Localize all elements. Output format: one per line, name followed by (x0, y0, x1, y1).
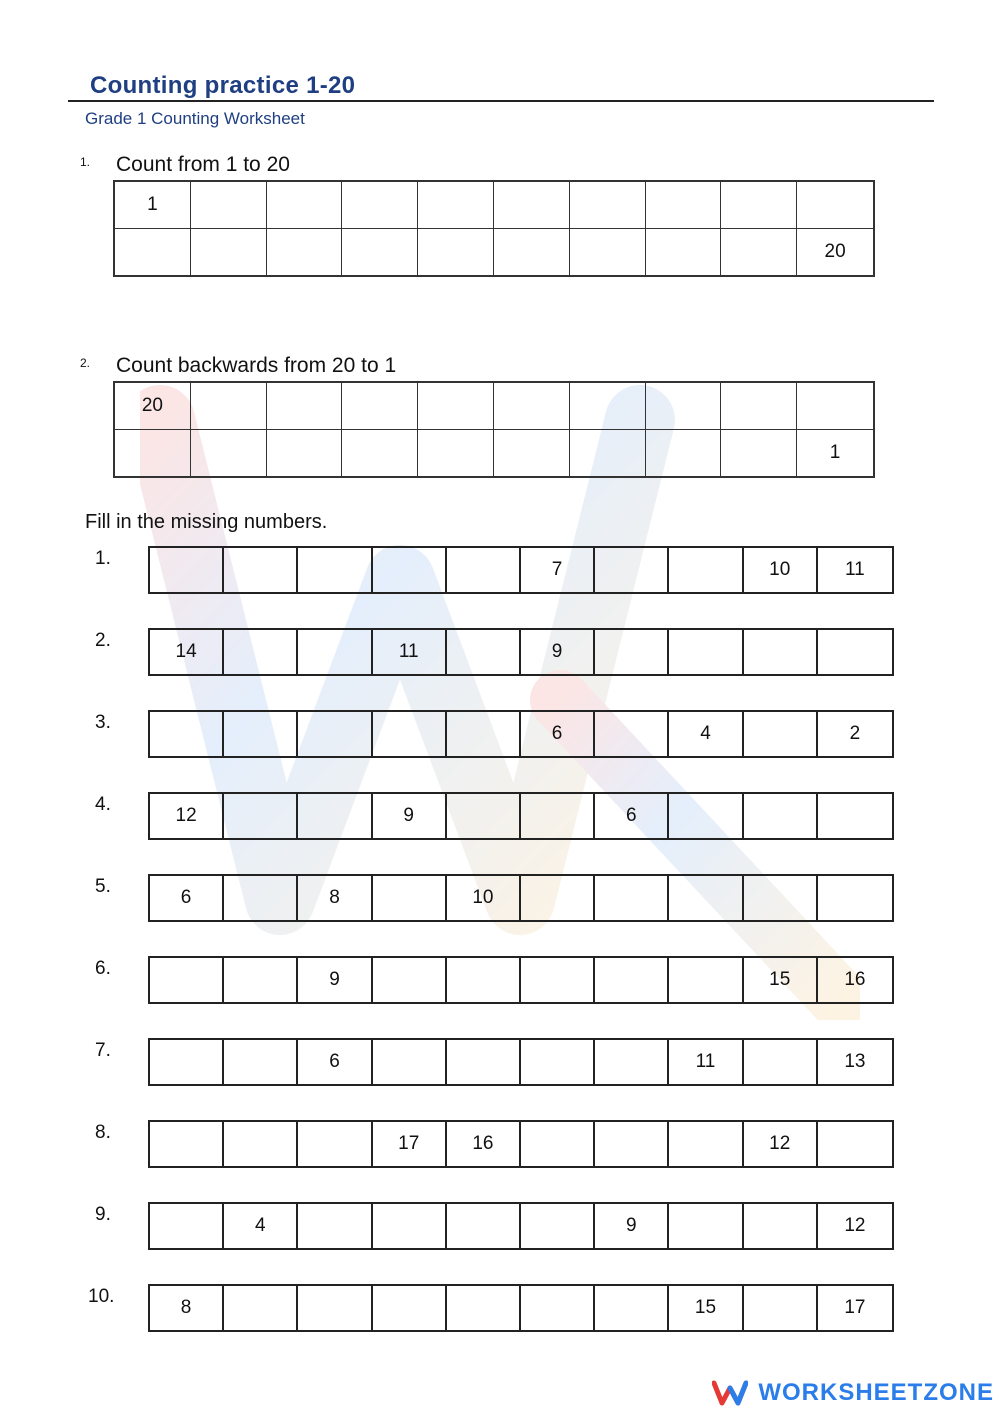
number-box[interactable] (373, 876, 447, 920)
number-sequence-row (148, 1202, 894, 1250)
grid-cell[interactable] (418, 383, 494, 430)
number-box[interactable] (521, 1204, 595, 1248)
count-backward-grid (113, 381, 875, 478)
number-box[interactable] (150, 548, 224, 592)
number-box[interactable]: 16 (447, 1122, 521, 1166)
number-box[interactable] (224, 1040, 298, 1084)
number-box[interactable]: 12 (844, 1215, 866, 1236)
row-number-label: 5. (95, 876, 111, 897)
number-box[interactable]: 11 (669, 1040, 743, 1084)
number-box[interactable] (818, 794, 892, 838)
grid-cell[interactable] (494, 182, 570, 229)
number-box[interactable] (373, 1286, 447, 1330)
number-box[interactable]: 2 (849, 723, 861, 744)
row-number-label: 3. (95, 712, 111, 733)
number-sequence-row (148, 956, 894, 1004)
grid-cell[interactable] (646, 229, 722, 275)
number-box[interactable] (150, 1204, 224, 1248)
grid-cell[interactable] (115, 229, 191, 275)
number-box[interactable] (521, 1122, 595, 1166)
grid-cell[interactable] (570, 229, 646, 275)
grid-cell[interactable] (342, 229, 418, 275)
number-box[interactable] (595, 1122, 669, 1166)
grid-cell[interactable] (267, 229, 343, 275)
number-box[interactable] (447, 1040, 521, 1084)
grid-cell[interactable] (418, 430, 494, 476)
grid-cell[interactable] (342, 383, 418, 430)
grid-cell[interactable] (646, 383, 722, 430)
number-box[interactable] (669, 548, 743, 592)
number-box[interactable]: 7 (521, 548, 595, 592)
number-box[interactable] (298, 1286, 372, 1330)
number-box[interactable] (224, 876, 298, 920)
grid-cell[interactable]: 1 (829, 442, 841, 463)
number-box[interactable]: 10 (744, 548, 818, 592)
brand-footer (710, 1379, 994, 1407)
grid-cell[interactable] (267, 383, 343, 430)
number-box[interactable] (595, 630, 669, 674)
number-box[interactable]: 6 (521, 712, 595, 756)
number-box[interactable] (521, 794, 595, 838)
number-box[interactable] (224, 1286, 298, 1330)
number-box[interactable] (818, 1122, 892, 1166)
question-2-text: Count backwards from 20 to 1 (116, 354, 397, 377)
number-box[interactable] (744, 876, 818, 920)
number-box[interactable] (447, 794, 521, 838)
number-box[interactable] (150, 712, 224, 756)
grid-cell[interactable] (191, 430, 267, 476)
fill-missing-heading: Fill in the missing numbers. (85, 511, 328, 533)
grid-cell[interactable] (570, 383, 646, 430)
grid-cell[interactable] (494, 229, 570, 275)
number-box[interactable] (150, 958, 224, 1002)
row-number-label: 9. (95, 1204, 111, 1225)
number-box[interactable] (373, 712, 447, 756)
row-number-label: 6. (95, 958, 111, 979)
number-box[interactable] (150, 1040, 224, 1084)
worksheetzone-w-icon (710, 1379, 750, 1407)
number-box[interactable] (298, 630, 372, 674)
number-box[interactable] (224, 630, 298, 674)
number-box[interactable] (595, 958, 669, 1002)
grid-cell[interactable] (646, 182, 722, 229)
number-box[interactable]: 8 (298, 876, 372, 920)
grid-cell[interactable] (797, 383, 873, 430)
grid-cell[interactable] (721, 430, 797, 476)
number-box[interactable] (447, 1286, 521, 1330)
number-box[interactable] (595, 712, 669, 756)
grid-cell[interactable]: 20 (824, 241, 846, 262)
number-box[interactable] (447, 630, 521, 674)
number-box[interactable]: 14 (150, 630, 224, 674)
number-box[interactable] (595, 1286, 669, 1330)
number-box[interactable] (298, 1122, 372, 1166)
grid-cell[interactable] (267, 182, 343, 229)
number-box[interactable] (150, 1122, 224, 1166)
number-box[interactable]: 9 (521, 630, 595, 674)
grid-cell[interactable] (570, 182, 646, 229)
row-number-label: 7. (95, 1040, 111, 1061)
grid-cell[interactable] (646, 430, 722, 476)
number-box[interactable] (744, 1204, 818, 1248)
number-box[interactable] (224, 958, 298, 1002)
title-divider (68, 100, 934, 102)
grid-cell[interactable] (570, 430, 646, 476)
number-sequence-row (148, 546, 894, 594)
number-box[interactable] (669, 1204, 743, 1248)
number-box[interactable] (744, 712, 818, 756)
grid-cell[interactable] (342, 430, 418, 476)
grid-cell[interactable]: 1 (115, 182, 191, 229)
count-forward-grid (113, 180, 875, 277)
number-box[interactable]: 11 (373, 630, 447, 674)
number-box[interactable] (447, 1204, 521, 1248)
number-box[interactable] (595, 1040, 669, 1084)
grid-cell[interactable]: 20 (115, 383, 191, 430)
number-box[interactable] (224, 1122, 298, 1166)
row-number-label: 10. (88, 1286, 115, 1307)
number-box[interactable] (298, 548, 372, 592)
row-number-label: 1. (95, 548, 111, 569)
number-sequence-row (148, 1284, 894, 1332)
number-sequence-row (148, 1120, 894, 1168)
number-box[interactable]: 13 (844, 1051, 866, 1072)
number-box[interactable] (669, 876, 743, 920)
number-box[interactable]: 9 (595, 1204, 669, 1248)
number-sequence-row (148, 874, 894, 922)
number-box[interactable]: 6 (595, 794, 669, 838)
number-box[interactable] (744, 794, 818, 838)
number-box[interactable] (373, 958, 447, 1002)
brand-name: WORKSHEETZONE (758, 1379, 994, 1406)
grid-cell[interactable] (115, 430, 191, 476)
grid-cell[interactable] (191, 383, 267, 430)
question-2-number: 2. (80, 356, 91, 370)
number-box[interactable] (521, 876, 595, 920)
grid-cell[interactable] (721, 229, 797, 275)
number-box[interactable] (744, 1040, 818, 1084)
question-1-text: Count from 1 to 20 (116, 153, 290, 176)
number-box[interactable] (373, 548, 447, 592)
page-title: Counting practice 1-20 (90, 72, 356, 99)
number-box[interactable] (298, 1204, 372, 1248)
number-box[interactable]: 10 (447, 876, 521, 920)
number-box[interactable] (224, 548, 298, 592)
number-box[interactable] (521, 958, 595, 1002)
page-subtitle: Grade 1 Counting Worksheet (85, 109, 305, 128)
number-box[interactable]: 9 (373, 794, 447, 838)
number-box[interactable] (298, 712, 372, 756)
number-box[interactable] (447, 712, 521, 756)
number-box[interactable] (447, 548, 521, 592)
number-box[interactable] (447, 958, 521, 1002)
row-number-label: 2. (95, 630, 111, 651)
number-box[interactable] (818, 630, 892, 674)
number-box[interactable] (669, 630, 743, 674)
number-sequence-row (148, 710, 894, 758)
number-box[interactable] (595, 548, 669, 592)
number-box[interactable] (669, 1122, 743, 1166)
grid-cell[interactable] (797, 182, 873, 229)
grid-cell[interactable] (191, 229, 267, 275)
number-box[interactable]: 6 (298, 1040, 372, 1084)
number-sequence-row (148, 628, 894, 676)
number-box[interactable]: 16 (844, 969, 866, 990)
number-box[interactable] (521, 1286, 595, 1330)
row-number-label: 4. (95, 794, 111, 815)
number-box[interactable] (595, 876, 669, 920)
number-box[interactable] (521, 1040, 595, 1084)
grid-cell[interactable] (721, 182, 797, 229)
number-box[interactable]: 6 (150, 876, 224, 920)
number-box[interactable] (224, 712, 298, 756)
number-box[interactable]: 4 (669, 712, 743, 756)
grid-cell[interactable] (721, 383, 797, 430)
number-box[interactable]: 11 (845, 559, 865, 580)
number-box[interactable]: 12 (744, 1122, 818, 1166)
number-box[interactable]: 4 (224, 1204, 298, 1248)
number-box[interactable]: 8 (150, 1286, 224, 1330)
number-box[interactable] (669, 794, 743, 838)
number-sequence-row (148, 792, 894, 840)
number-box[interactable]: 9 (298, 958, 372, 1002)
grid-cell[interactable] (418, 182, 494, 229)
grid-cell[interactable] (494, 430, 570, 476)
number-box[interactable]: 17 (844, 1297, 866, 1318)
number-sequence-row (148, 1038, 894, 1086)
number-box[interactable] (669, 958, 743, 1002)
grid-cell[interactable] (191, 182, 267, 229)
number-box[interactable] (298, 794, 372, 838)
number-box[interactable]: 17 (373, 1122, 447, 1166)
question-1-number: 1. (80, 155, 91, 169)
row-number-label: 8. (95, 1122, 111, 1143)
number-box[interactable]: 15 (669, 1286, 743, 1330)
number-box[interactable] (224, 794, 298, 838)
number-box[interactable] (373, 1204, 447, 1248)
number-box[interactable]: 12 (150, 794, 224, 838)
grid-cell[interactable] (267, 430, 343, 476)
number-box[interactable]: 15 (744, 958, 818, 1002)
number-box[interactable] (373, 1040, 447, 1084)
grid-cell[interactable] (418, 229, 494, 275)
number-box[interactable] (744, 1286, 818, 1330)
number-box[interactable] (818, 876, 892, 920)
grid-cell[interactable] (494, 383, 570, 430)
grid-cell[interactable] (342, 182, 418, 229)
number-box[interactable] (744, 630, 818, 674)
